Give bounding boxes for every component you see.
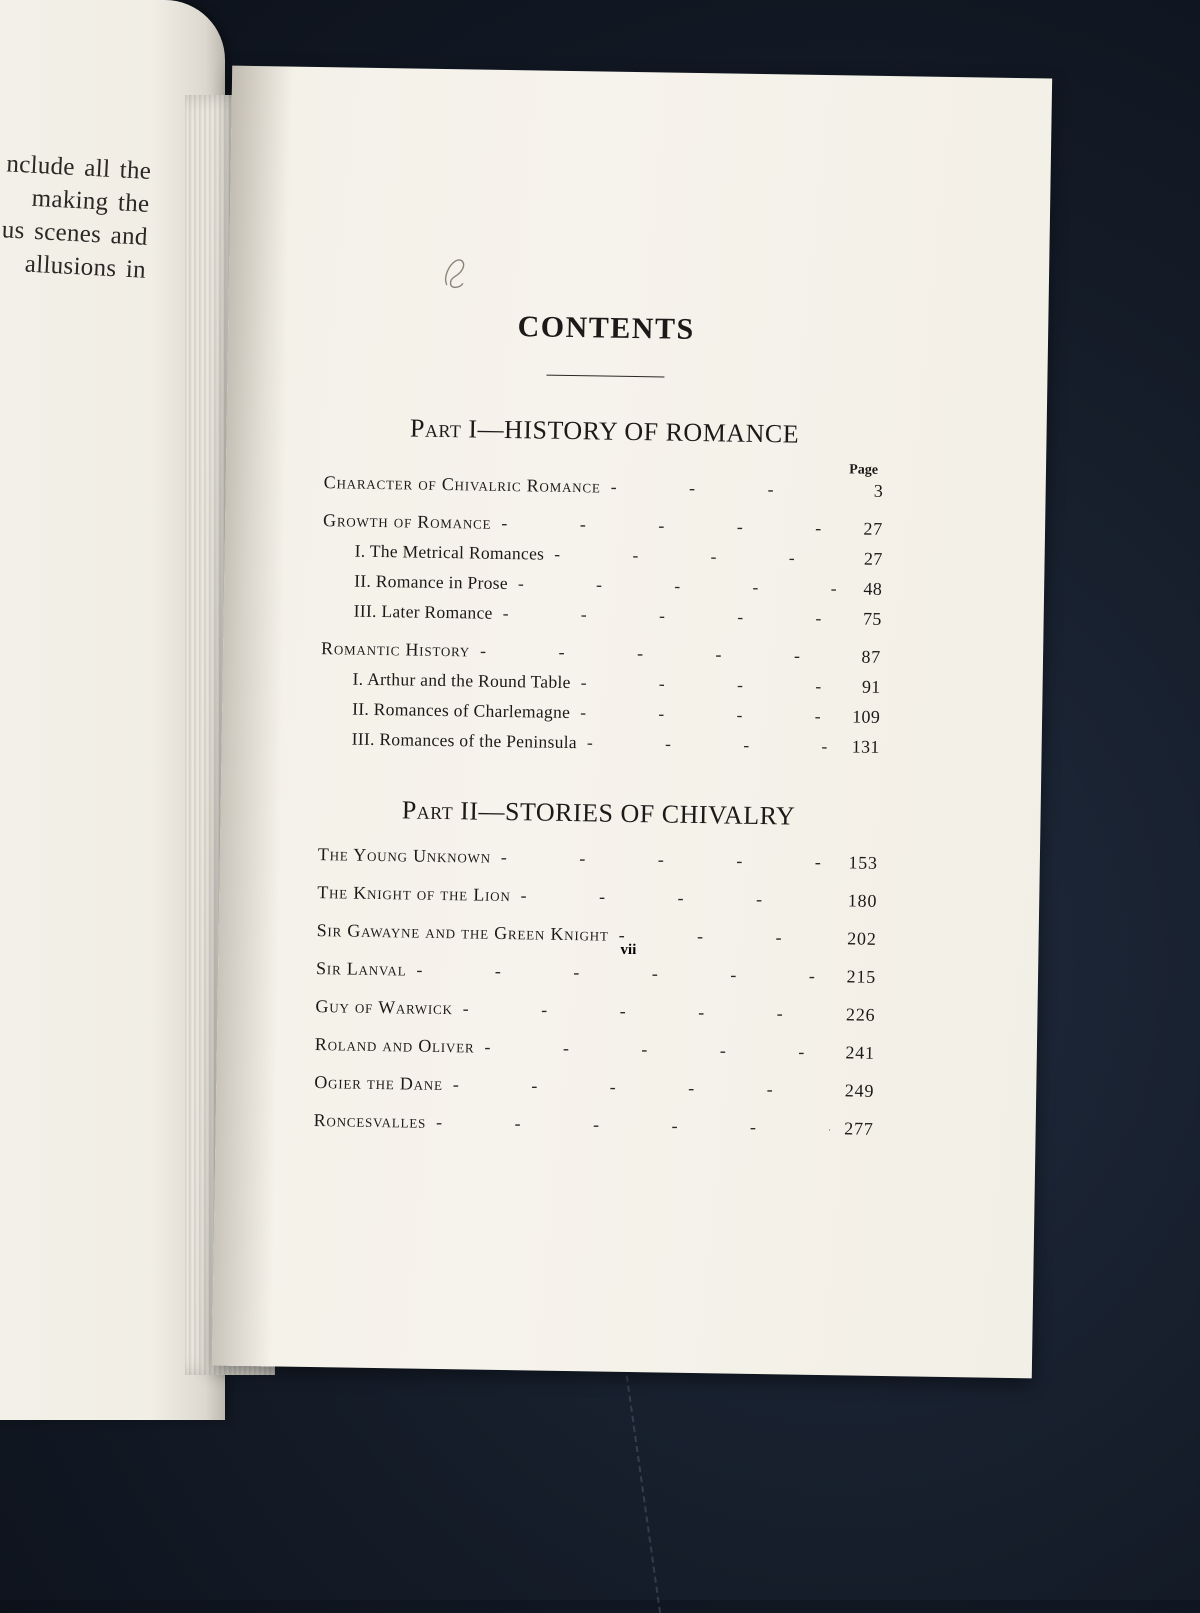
dot-leader bbox=[484, 1037, 831, 1063]
contents-page bbox=[212, 66, 1052, 1379]
dot-leader bbox=[503, 603, 838, 629]
toc-entry-title: The Young Unknown bbox=[317, 844, 492, 867]
part-heading: Part I—HISTORY OF ROMANCE bbox=[409, 413, 800, 449]
part-heading: Part II—STORIES OF CHIVALRY bbox=[401, 795, 796, 831]
toc-entry-page: 202 bbox=[847, 928, 877, 949]
toc-entry-title: I. Arthur and the Round Table bbox=[352, 668, 571, 693]
dot-leader bbox=[518, 573, 839, 599]
toc-entry-title: Character of Chivalric Romance bbox=[323, 472, 601, 497]
toc-entry-page: 91 bbox=[861, 676, 881, 697]
dot-leader bbox=[587, 732, 836, 757]
toc-entry-title: Ogier the Dane bbox=[314, 1072, 443, 1095]
toc-entry-title: Growth of Romance bbox=[322, 510, 492, 533]
toc-entry-page: 249 bbox=[844, 1080, 875, 1101]
dot-leader bbox=[610, 477, 839, 502]
toc-entry-page: 226 bbox=[845, 1004, 876, 1025]
toc-entry-title: II. Romance in Prose bbox=[354, 570, 509, 594]
toc-entry-page: 153 bbox=[848, 852, 878, 873]
toc-entry-title: I. The Metrical Romances bbox=[354, 540, 545, 564]
toc-entry-page: 3 bbox=[873, 480, 884, 501]
dot-leader bbox=[480, 641, 837, 668]
toc-entry-title: Roland and Oliver bbox=[314, 1034, 475, 1057]
toc-entry-title: II. Romances of Charlemagne bbox=[352, 698, 571, 723]
toc-entry-page: 75 bbox=[862, 608, 882, 629]
left-page-line: nclude all the bbox=[5, 150, 152, 185]
toc-entry-title: The Knight of the Lion bbox=[317, 882, 511, 906]
toc-entry-title: Roncesvalles bbox=[313, 1110, 427, 1132]
dot-leader bbox=[580, 702, 836, 727]
toc-entry-title: III. Later Romance bbox=[353, 600, 493, 623]
toc-entry-page: 109 bbox=[852, 706, 881, 727]
toc-entry bbox=[313, 1110, 874, 1157]
fabric-seam bbox=[622, 1337, 721, 1613]
toc-entry-page: 27 bbox=[863, 548, 883, 569]
pencil-mark-icon bbox=[441, 255, 470, 293]
dot-leader bbox=[463, 998, 832, 1025]
toc-entry-page: 131 bbox=[851, 736, 880, 757]
toc-entry bbox=[323, 472, 883, 511]
dot-leader bbox=[501, 513, 839, 539]
toc-entry-page: 27 bbox=[863, 518, 884, 539]
toc-entry-title: Guy of Warwick bbox=[315, 996, 453, 1019]
toc-entry-page: 241 bbox=[845, 1042, 875, 1063]
dot-leader bbox=[520, 885, 833, 911]
left-page-line: making the bbox=[31, 184, 151, 218]
toc-entry-title: Sir Gawayne and the Green Knight bbox=[316, 920, 609, 945]
toc-entry-page: 87 bbox=[861, 646, 882, 667]
left-page-line: us scenes and bbox=[1, 216, 149, 251]
toc-entry-page: 277 bbox=[844, 1118, 874, 1139]
dot-leader bbox=[554, 544, 839, 569]
toc-entry-title: Romantic History bbox=[320, 638, 471, 661]
toc-entry-title: Sir Lanval bbox=[315, 958, 407, 980]
toc-entry-page: 48 bbox=[863, 578, 883, 599]
toc-list-part2 bbox=[313, 844, 878, 1157]
toc-entry-title: III. Romances of the Peninsula bbox=[351, 728, 578, 753]
left-page-line: allusions in bbox=[24, 250, 147, 284]
toc-entry-page: 215 bbox=[846, 966, 877, 987]
page-title: CONTENTS bbox=[517, 310, 695, 346]
dot-leader bbox=[501, 847, 834, 873]
contents-block bbox=[313, 307, 886, 1157]
left-page-text bbox=[0, 146, 152, 287]
page-column-label: Page bbox=[849, 462, 879, 478]
toc-list-part1 bbox=[319, 472, 883, 767]
page-number: vii bbox=[620, 941, 637, 959]
title-rule bbox=[546, 375, 664, 378]
toc-entry-page: 180 bbox=[847, 890, 878, 911]
dot-leader bbox=[581, 672, 837, 697]
